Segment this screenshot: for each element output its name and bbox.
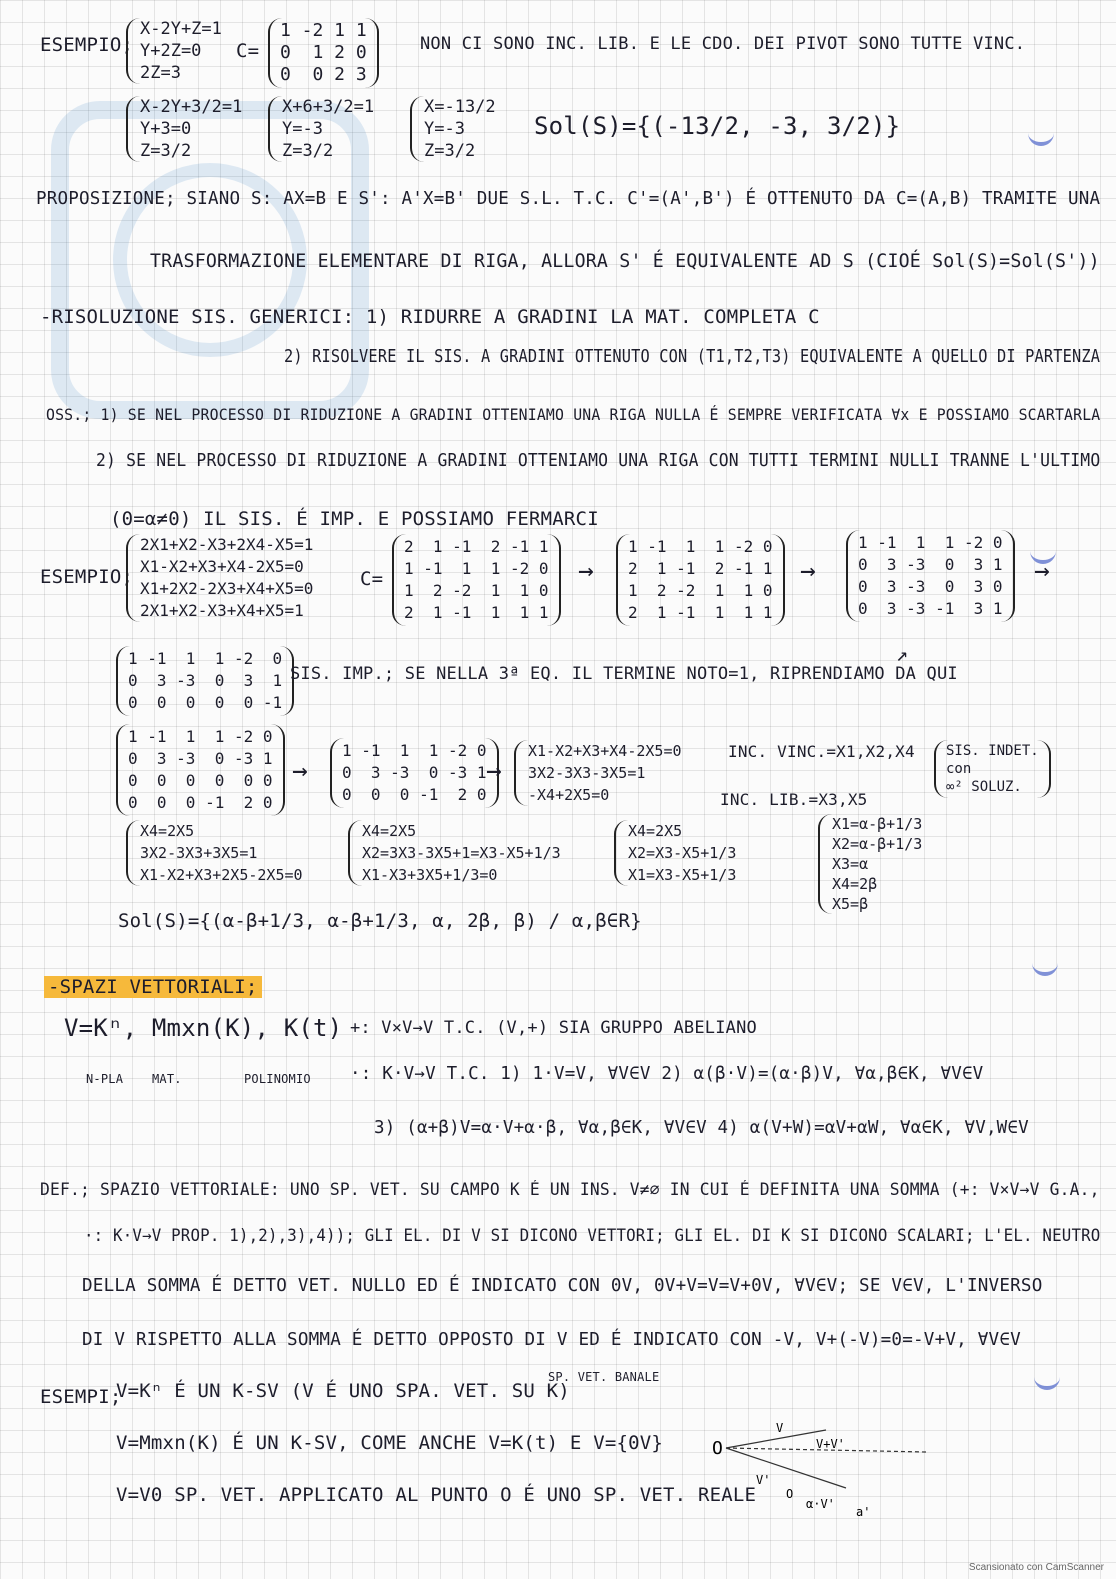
trivial-space-note: SP. VET. BANALE [548,1370,660,1384]
example2-matrix-2: 1 -1 1 1 -2 0 2 1 -1 2 -1 1 1 2 -2 1 1 0 2 1 -1 1 1 1 [616,534,785,626]
vector-space-examples: V=Kⁿ, Mmxn(K), K(t) [64,1014,343,1042]
proposition-line2: TRASFORMAZIONE ELEMENTARE DI RIGA, ALLORA S' É EQUIVALENTE AD S (CIOÉ Sol(S)=Sol(S')) [150,250,1100,272]
diagram-a-prime: a' [856,1505,871,1519]
example2-solve-step1: X4=2X5 3X2-3X3+3X5=1 X1-X2+X3+2X5-2X5=0 [126,820,303,886]
label-npla: N-PLA [86,1072,124,1086]
observation-line2: 2) SE NEL PROCESSO DI RIDUZIONE A GRADINI OTTENIAMO UNA RIGA CON TUTTI TERMINI NULLI TRANNE L'ULTIMO [96,450,1101,471]
example2-free-unknowns: INC. LIB.=X3,X5 [720,790,868,809]
definition-line3: DELLA SOMMA É DETTO VET. NULLO ED É INDICATO CON 0V, 0V+V=V=V+0V, ∀V∈V; SE V∈V, L'INVERSO [82,1276,1043,1296]
highlight: -SPAZI VETTORIALI; [44,976,262,998]
example2-solution: Sol(S)={(α-β+1/3, α-β+1/3, α, 2β, β) / α,β∈R} [118,910,642,932]
page-tear-mark [1028,128,1054,146]
example1-matrix-label: C= [236,40,260,62]
examples-label: ESEMPI; [40,1386,122,1408]
example2-label: ESEMPIO; [40,566,134,588]
example2-matrix-5: 1 -1 1 1 -2 0 0 3 -3 0 -3 1 0 0 0 0 0 0 0 0 0 -1 2 0 [116,724,285,816]
example2-impossible-note: SIS. IMP.; SE NELLA 3ª EQ. IL TERMINE NOTO=1, RIPRENDIAMO DA QUI [290,664,958,684]
product-definition-1: ·: K·V→V T.C. 1) 1·V=V, ∀V∈V 2) α(β·V)=(α·β)V, ∀α,β∈K, ∀V∈V [350,1064,984,1084]
example2-matrix-4: 1 -1 1 1 -2 0 0 3 -3 0 3 1 0 0 0 0 0 -1 [116,646,294,716]
example1-matrix: 1 -2 1 1 0 1 2 0 0 0 2 3 [268,18,379,88]
arrow-icon: → [292,756,308,786]
diagram-v-prime: V' [756,1473,771,1487]
example1-step2: X+6+3/2=1 Y=-3 Z=3/2 [268,96,374,162]
definition-line4: DI V RISPETTO ALLA SOMMA É DETTO OPPOSTO DI V ED É INDICATO CON -V, V+(-V)=0=-V+V, ∀V∈V [82,1330,1021,1350]
example2-matrix-3: 1 -1 1 1 -2 0 0 3 -3 0 3 1 0 3 -3 0 3 0 0 3 -3 -1 3 1 [846,530,1015,622]
section-title-vector-spaces [44,976,262,998]
sum-definition: +: V×V→V T.C. (V,+) SIA GRUPPO ABELIANO [350,1018,757,1038]
example1-step1: X-2Y+3/2=1 Y+3=0 Z=3/2 [126,96,242,162]
diagram-alpha-v: α·V' [806,1497,835,1511]
example2-indeterminate-note: SIS. INDET. con ∞² SOLUZ. [934,740,1051,798]
definition-line2: ·: K·V→V PROP. 1),2),3),4)); GLI EL. DI V SI DICONO VETTORI; GLI EL. DI K SI DICONO SCALARI; L'EL. NEUTRO [84,1226,1101,1245]
up-arrow-icon: ↗ [896,642,909,666]
examples-line3: V=V0 SP. VET. APPLICATO AL PUNTO O É UNO SP. VET. REALE [116,1484,757,1506]
example2-matrix-6: 1 -1 1 1 -2 0 0 3 -3 0 -3 1 0 0 0 -1 2 0 [330,738,499,808]
arrow-icon: → [578,556,594,586]
label-polinomio: POLINOMIO [244,1072,311,1086]
diagram-v-plus-v: V+V' [816,1437,845,1451]
example2-system: 2X1+X2-X3+2X4-X5=1 X1-X2+X3+X4-2X5=0 X1+2X2-2X3+X4+X5=0 2X1+X2-X3+X4+X5=1 [126,534,313,622]
example2-solve-step3: X4=2X5 X2=X3-X5+1/3 X1=X3-X5+1/3 [614,820,736,886]
product-definition-2: 3) (α+β)V=α·V+α·β, ∀α,β∈K, ∀V∈V 4) α(V+W)=αV+αW, ∀α∈K, ∀V,W∈V [374,1118,1029,1138]
diagram-v: V [776,1421,784,1435]
example1-solution: Sol(S)={(-13/2, -3, 3/2)} [534,112,901,140]
definition-line1: DEF.; SPAZIO VETTORIALE: UNO SP. VET. SU CAMPO K É UN INS. V≠∅ IN CUI É DEFINITA UNA SOMMA (+: V×V→V G.A., [40,1180,1100,1199]
label-mat: MAT. [152,1072,182,1086]
example2-constrained-unknowns: INC. VINC.=X1,X2,X4 [728,742,915,761]
scanner-footer: Scansionato con CamScanner [968,1562,1104,1573]
example1-system: X-2Y+Z=1 Y+2Z=0 2Z=3 [126,18,222,84]
observation-line1: OSS.; 1) SE NEL PROCESSO DI RIDUZIONE A GRADINI OTTENIAMO UNA RIGA NULLA É SEMPRE VERIFICATA ∀x E POSSIAMO SCARTARLA [46,406,1101,424]
diagram-origin: O [712,1438,723,1459]
page-tear-mark [1034,1372,1060,1390]
arrow-icon: → [486,756,502,786]
example2-matrix-label: C= [360,568,384,590]
resolution-line1: -RISOLUZIONE SIS. GENERICI: 1) RIDURRE A GRADINI LA MAT. COMPLETA C [40,306,820,328]
examples-line2: V=Mmxn(K) É UN K-SV, COME ANCHE V=K(t) E V={0V} [116,1432,664,1454]
example2-solve-step2: X4=2X5 X2=3X3-3X5+1=X3-X5+1/3 X1-X3+3X5+1/3=0 [348,820,561,886]
arrow-icon: → [800,556,816,586]
example1-step3: X=-13/2 Y=-3 Z=3/2 [410,96,496,162]
vector-sum-diagram [706,1418,946,1528]
example2-solve-step4: X1=α-β+1/3 X2=α-β+1/3 X3=α X4=2β X5=β [818,814,922,914]
example1-note: NON CI SONO INC. LIB. E LE CDO. DEI PIVOT SONO TUTTE VINC. [420,34,1026,54]
examples-line1: V=Kⁿ É UN K-SV (V É UNO SPA. VET. SU K) [116,1380,570,1402]
arrow-icon: → [1034,556,1050,586]
example2-reduced-system: X1-X2+X3+X4-2X5=0 3X2-3X3-3X5=1 -X4+2X5=0 [514,740,682,806]
resolution-line2: 2) RISOLVERE IL SIS. A GRADINI OTTENUTO CON (T1,T2,T3) EQUIVALENTE A QUELLO DI PARTENZA [284,346,1101,367]
diagram-o: O [786,1487,794,1501]
page-tear-mark [1032,958,1058,976]
example-label: ESEMPIO; [40,34,134,56]
example2-matrix-1: 2 1 -1 2 -1 1 1 -1 1 1 -2 0 1 2 -2 1 1 0 2 1 -1 1 1 1 [392,534,561,626]
observation-line3: (0=α≠0) IL SIS. É IMP. E POSSIAMO FERMARCI [110,508,599,530]
proposition-line1: PROPOSIZIONE; SIANO S: AX=B E S': A'X=B' DUE S.L. T.C. C'=(A',B') É OTTENUTO DA C=(A,B) TRAMITE UNA [36,188,1101,209]
